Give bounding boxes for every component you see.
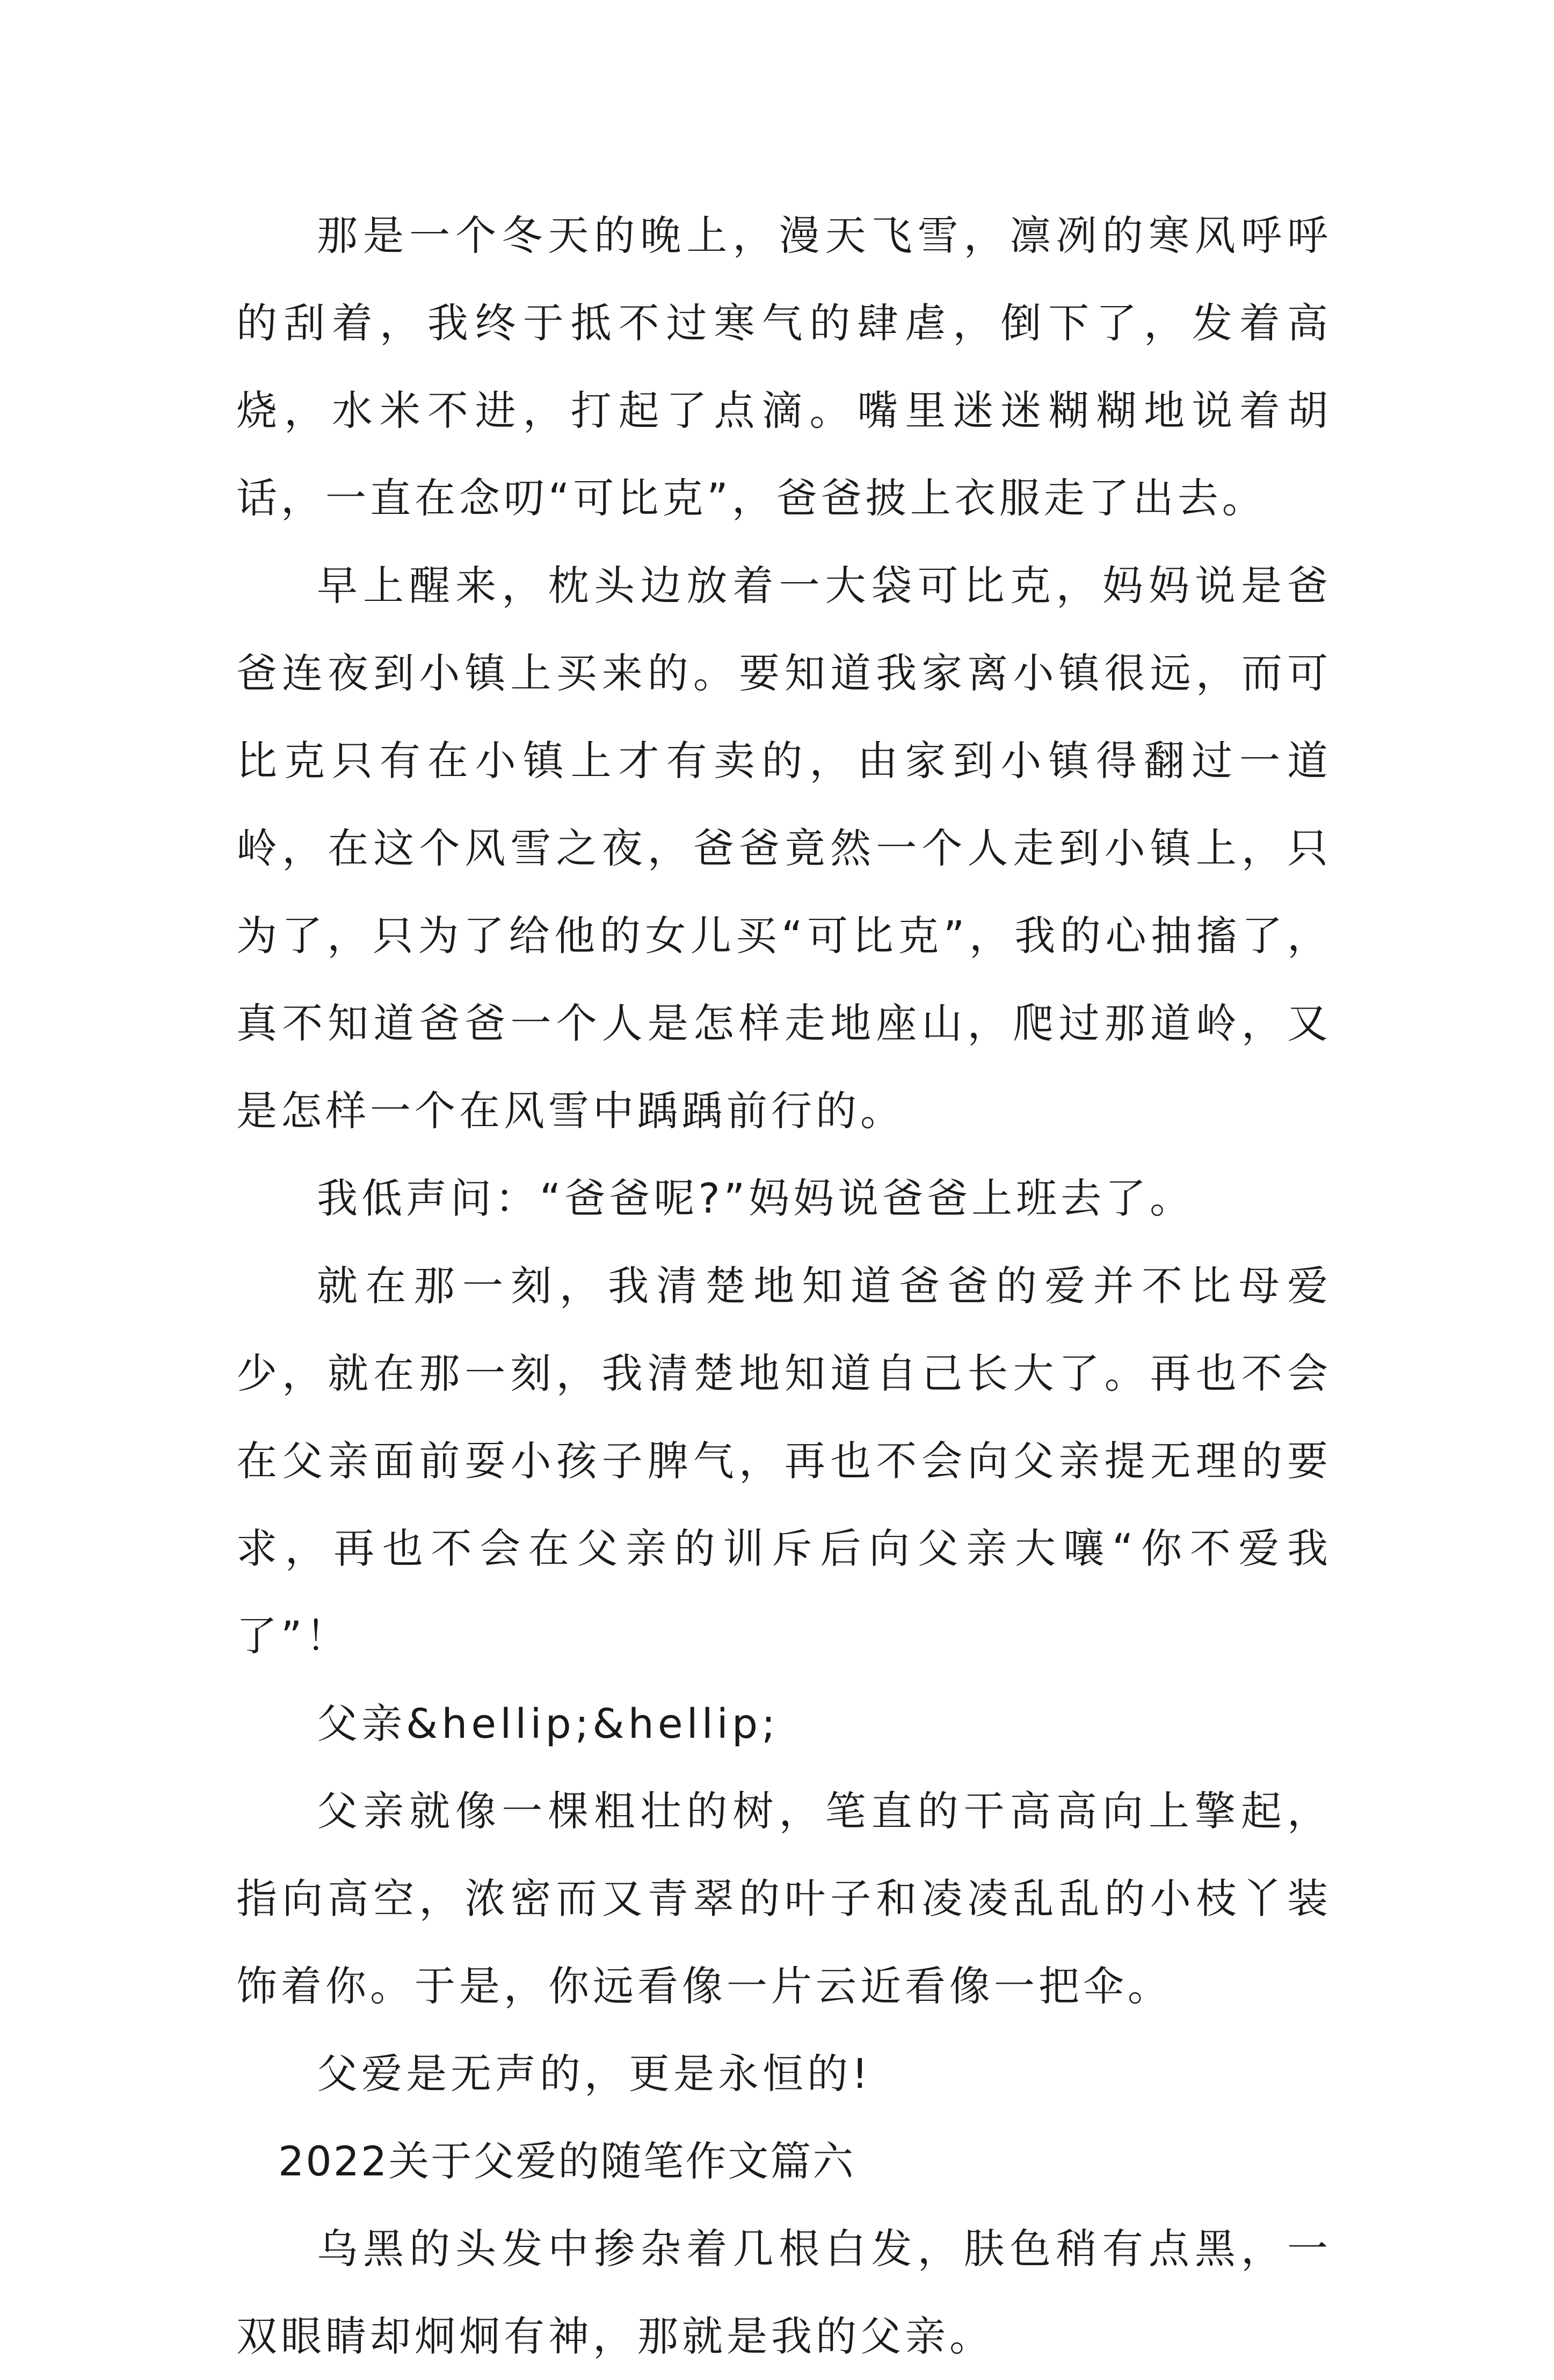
paragraph-winter-night: 那是一个冬天的晚上，漫天飞雪，凛冽的寒风呼呼的刮着，我终于抵不过寒气的肆虐，倒下了，发着高烧，水米不进，打起了点滴。嘴里迷迷糊糊地说着胡话，一直在念叨“可比克”，爸爸披上衣服走了出去。: [236, 212, 1332, 522]
paragraph-question: 我低声问：“爸爸呢?”妈妈说爸爸上班去了。: [317, 1174, 1195, 1222]
section-heading: 2022关于父爱的随笔作文篇六: [278, 2137, 855, 2185]
document-body: [236, 192, 1332, 2380]
paragraph-morning: 早上醒来，枕头边放着一大袋可比克，妈妈说是爸爸连夜到小镇上买来的。要知道我家离小镇很远，而可比克只有在小镇上才有卖的，由家到小镇得翻过一道岭，在这个风雪之夜，爸爸竟然一个人走到小镇上，只为了，只为了给他的女儿买“可比克”，我的心抽搐了，真不知道爸爸一个人是怎样走地座山，爬过那道岭，又是怎样一个在风雪中踽踽前行的。: [236, 562, 1332, 1135]
paragraph-love: 父爱是无声的，更是永恒的!: [317, 2050, 872, 2098]
paragraph-tree: 父亲就像一棵粗壮的树，笔直的干高高向上擎起，指向高空，浓密而又青翠的叶子和凌凌乱乱的小枝丫装饰着你。于是，你远看像一片云近看像一把伞。: [236, 1787, 1332, 2010]
paragraph-realization: 就在那一刻，我清楚地知道爸爸的爱并不比母爱少，就在那一刻，我清楚地知道自己长大了。再也不会在父亲面前耍小孩子脾气，再也不会向父亲提无理的要求，再也不会在父亲的训斥后向父亲大嚷“你不爱我了”！: [236, 1262, 1332, 1660]
paragraph-description: 乌黑的头发中掺杂着几根白发，肤色稍有点黑，一双眼睛却炯炯有神，那就是我的父亲。: [236, 2225, 1332, 2360]
paragraph-father: 父亲&hellip;&hellip;: [317, 1700, 779, 1747]
